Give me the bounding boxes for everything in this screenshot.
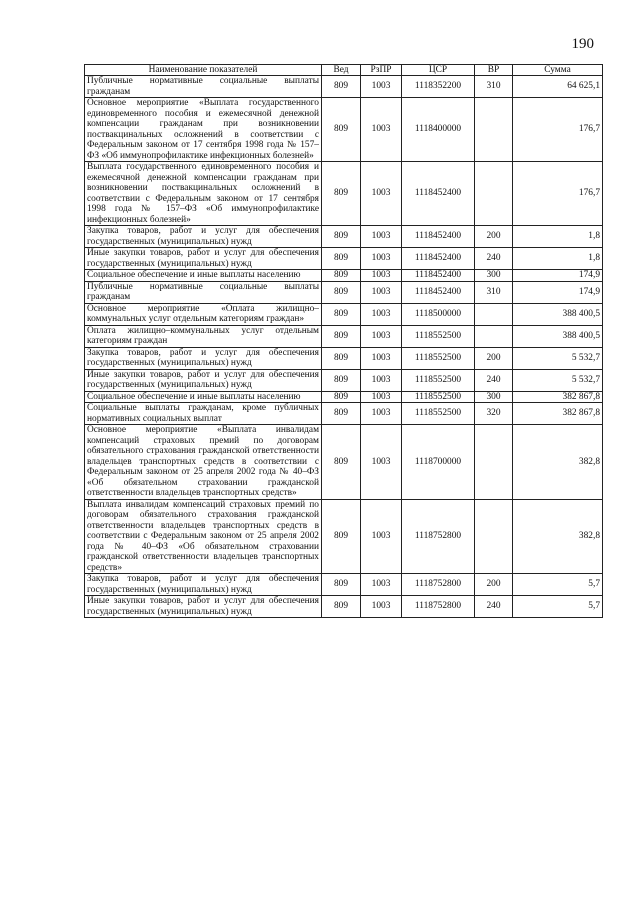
row-ved-cell: 809 — [322, 403, 361, 425]
row-csr-cell: 1118752800 — [402, 574, 475, 596]
row-sum-cell: 382 867,8 — [513, 391, 603, 403]
row-vr-cell — [475, 499, 513, 574]
budget-table — [84, 64, 603, 618]
row-vr-cell: 300 — [475, 270, 513, 282]
row-rzpr-cell: 1003 — [361, 403, 402, 425]
row-name-cell: Выплата инвалидам компенсаций страховых премий по договорам обязательного страхования гражданской ответственности владельцев транспортных средств в соответствии с Федеральным законом от 25 апреля 2002 года № 40–ФЗ «Об обязательном страховании гражданской ответственности владельцев транспортных средств» — [85, 499, 322, 574]
row-ved-cell: 809 — [322, 270, 361, 282]
table-row — [85, 347, 603, 369]
row-ved-cell: 809 — [322, 596, 361, 618]
row-name-cell: Иные закупки товаров, работ и услуг для обеспечения государственных (муниципальных) нужд — [85, 369, 322, 391]
row-rzpr-cell: 1003 — [361, 425, 402, 500]
table-row — [85, 325, 603, 347]
row-name-cell: Публичные нормативные социальные выплаты гражданам — [85, 281, 322, 303]
row-csr-cell: 1118552500 — [402, 325, 475, 347]
row-csr-cell: 1118500000 — [402, 303, 475, 325]
table-row — [85, 270, 603, 282]
table-row — [85, 76, 603, 98]
row-ved-cell: 809 — [322, 369, 361, 391]
table-row — [85, 248, 603, 270]
row-ved-cell: 809 — [322, 391, 361, 403]
row-rzpr-cell: 1003 — [361, 347, 402, 369]
table-header-row — [85, 65, 603, 76]
row-vr-cell: 310 — [475, 76, 513, 98]
row-rzpr-cell: 1003 — [361, 162, 402, 226]
row-ved-cell: 809 — [322, 76, 361, 98]
row-rzpr-cell: 1003 — [361, 574, 402, 596]
header-rzpr: РзПР — [361, 65, 402, 76]
row-vr-cell — [475, 303, 513, 325]
row-name-cell: Закупка товаров, работ и услуг для обеспечения государственных (муниципальных) нужд — [85, 574, 322, 596]
row-rzpr-cell: 1003 — [361, 303, 402, 325]
row-sum-cell: 388 400,5 — [513, 325, 603, 347]
row-sum-cell: 174,9 — [513, 270, 603, 282]
row-csr-cell: 1118700000 — [402, 425, 475, 500]
row-rzpr-cell: 1003 — [361, 270, 402, 282]
header-ved: Вед — [322, 65, 361, 76]
row-vr-cell — [475, 325, 513, 347]
table-row — [85, 574, 603, 596]
row-csr-cell: 1118552500 — [402, 347, 475, 369]
table-row — [85, 499, 603, 574]
row-rzpr-cell: 1003 — [361, 226, 402, 248]
row-name-cell: Основное мероприятие «Оплата жилищно–коммунальных услуг отдельным категориям граждан» — [85, 303, 322, 325]
row-vr-cell — [475, 425, 513, 500]
row-ved-cell: 809 — [322, 162, 361, 226]
row-sum-cell: 176,7 — [513, 98, 603, 162]
row-sum-cell: 5,7 — [513, 574, 603, 596]
row-rzpr-cell: 1003 — [361, 596, 402, 618]
row-csr-cell: 1118400000 — [402, 98, 475, 162]
row-vr-cell: 240 — [475, 248, 513, 270]
row-ved-cell: 809 — [322, 248, 361, 270]
header-name: Наименование показателей — [85, 65, 322, 76]
row-sum-cell: 64 625,1 — [513, 76, 603, 98]
table-row — [85, 369, 603, 391]
row-csr-cell: 1118752800 — [402, 596, 475, 618]
row-sum-cell: 176,7 — [513, 162, 603, 226]
row-rzpr-cell: 1003 — [361, 369, 402, 391]
header-vr: ВР — [475, 65, 513, 76]
row-name-cell: Выплата государственного единовременного пособия и ежемесячной денежной компенсации гражданам при возникновении поствакцинальных осложнений в соответствии с Федеральным законом от 17 сентября 1998 года № 157–ФЗ «Об иммунопрофилактике инфекционных болезней» — [85, 162, 322, 226]
row-name-cell: Оплата жилищно–коммунальных услуг отдельным категориям граждан — [85, 325, 322, 347]
row-csr-cell: 1118552500 — [402, 403, 475, 425]
row-ved-cell: 809 — [322, 574, 361, 596]
row-name-cell: Публичные нормативные социальные выплаты гражданам — [85, 76, 322, 98]
row-name-cell: Иные закупки товаров, работ и услуг для обеспечения государственных (муниципальных) нужд — [85, 248, 322, 270]
row-sum-cell: 1,8 — [513, 248, 603, 270]
row-vr-cell: 240 — [475, 369, 513, 391]
row-rzpr-cell: 1003 — [361, 98, 402, 162]
row-rzpr-cell: 1003 — [361, 325, 402, 347]
row-rzpr-cell: 1003 — [361, 76, 402, 98]
row-csr-cell: 1118452400 — [402, 281, 475, 303]
row-ved-cell: 809 — [322, 425, 361, 500]
row-name-cell: Иные закупки товаров, работ и услуг для обеспечения государственных (муниципальных) нужд — [85, 596, 322, 618]
row-sum-cell: 382,8 — [513, 425, 603, 500]
row-vr-cell: 320 — [475, 403, 513, 425]
header-csr: ЦСР — [402, 65, 475, 76]
row-name-cell: Социальные выплаты гражданам, кроме публичных нормативных социальных выплат — [85, 403, 322, 425]
row-sum-cell: 1,8 — [513, 226, 603, 248]
table-row — [85, 303, 603, 325]
row-ved-cell: 809 — [322, 347, 361, 369]
row-ved-cell: 809 — [322, 303, 361, 325]
row-vr-cell: 200 — [475, 226, 513, 248]
table-row — [85, 403, 603, 425]
row-sum-cell: 5 532,7 — [513, 369, 603, 391]
row-csr-cell: 1118352200 — [402, 76, 475, 98]
row-vr-cell: 310 — [475, 281, 513, 303]
row-csr-cell: 1118552500 — [402, 369, 475, 391]
row-ved-cell: 809 — [322, 98, 361, 162]
row-vr-cell — [475, 162, 513, 226]
table-row — [85, 226, 603, 248]
table-row — [85, 425, 603, 500]
row-rzpr-cell: 1003 — [361, 391, 402, 403]
row-name-cell: Социальное обеспечение и иные выплаты населению — [85, 270, 322, 282]
row-sum-cell: 5,7 — [513, 596, 603, 618]
row-csr-cell: 1118452400 — [402, 162, 475, 226]
row-name-cell: Основное мероприятие «Выплата государственного единовременного пособия и ежемесячной денежной компенсации гражданам при возникновении поствакцинальных осложнений в соответствии с Федеральным законом от 17 сентября 1998 года № 157–ФЗ «Об иммунопрофилактике инфекционных болезней» — [85, 98, 322, 162]
table-row — [85, 98, 603, 162]
row-rzpr-cell: 1003 — [361, 281, 402, 303]
row-rzpr-cell: 1003 — [361, 248, 402, 270]
row-sum-cell: 382 867,8 — [513, 403, 603, 425]
row-csr-cell: 1118752800 — [402, 499, 475, 574]
row-sum-cell: 5 532,7 — [513, 347, 603, 369]
table-row — [85, 281, 603, 303]
row-vr-cell: 240 — [475, 596, 513, 618]
row-ved-cell: 809 — [322, 226, 361, 248]
row-csr-cell: 1118452400 — [402, 248, 475, 270]
row-csr-cell: 1118452400 — [402, 226, 475, 248]
row-vr-cell: 300 — [475, 391, 513, 403]
row-csr-cell: 1118552500 — [402, 391, 475, 403]
row-sum-cell: 388 400,5 — [513, 303, 603, 325]
page-number: 190 — [571, 36, 594, 52]
row-name-cell: Закупка товаров, работ и услуг для обеспечения государственных (муниципальных) нужд — [85, 347, 322, 369]
header-sum: Сумма — [513, 65, 603, 76]
row-vr-cell — [475, 98, 513, 162]
row-ved-cell: 809 — [322, 281, 361, 303]
row-name-cell: Закупка товаров, работ и услуг для обеспечения государственных (муниципальных) нужд — [85, 226, 322, 248]
table-row — [85, 162, 603, 226]
row-name-cell: Социальное обеспечение и иные выплаты населению — [85, 391, 322, 403]
row-csr-cell: 1118452400 — [402, 270, 475, 282]
row-sum-cell: 174,9 — [513, 281, 603, 303]
row-vr-cell: 200 — [475, 574, 513, 596]
row-sum-cell: 382,8 — [513, 499, 603, 574]
row-ved-cell: 809 — [322, 325, 361, 347]
row-ved-cell: 809 — [322, 499, 361, 574]
row-rzpr-cell: 1003 — [361, 499, 402, 574]
row-name-cell: Основное мероприятие «Выплата инвалидам компенсаций страховых премий по договорам обязательного страхования гражданской ответственности владельцев транспортных средств в соответствии с Федеральным законом от 25 апреля 2002 года № 40–ФЗ «Об обязательном страховании гражданской ответственности владельцев транспортных средств» — [85, 425, 322, 500]
table-row — [85, 596, 603, 618]
row-vr-cell: 200 — [475, 347, 513, 369]
table-row — [85, 391, 603, 403]
